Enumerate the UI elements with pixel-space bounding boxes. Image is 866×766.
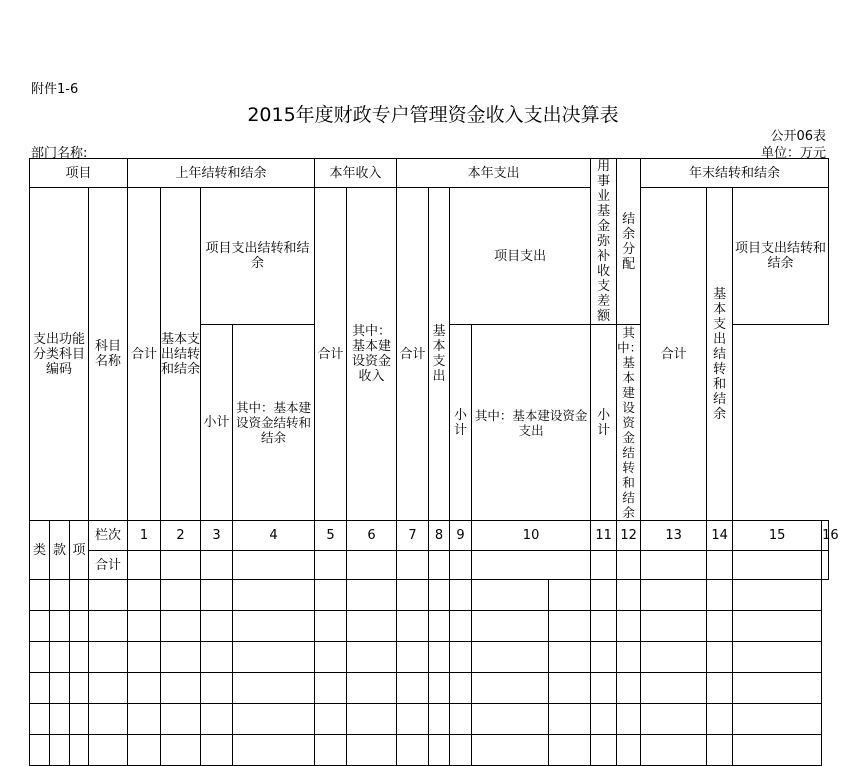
data-cell [233,704,315,735]
department-label: 部门名称: [31,146,88,161]
header-prev-project: 项目支出结转和结余 [201,188,315,325]
col-num-3: 3 [201,521,233,551]
header-year-expenditure: 本年支出 [397,159,591,188]
data-cell [201,704,233,735]
data-cell [450,611,472,642]
data-cell [707,551,733,580]
data-cell [70,735,89,766]
header-exp-project: 项目支出 [450,188,591,325]
data-cell [472,704,549,735]
data-cell [347,580,397,611]
data-cell [30,580,50,611]
col-num-6: 6 [347,521,397,551]
data-cell [549,642,591,673]
data-cell [70,611,89,642]
data-cell [128,642,161,673]
data-cell [50,611,70,642]
data-cell [733,551,822,580]
data-cell [347,735,397,766]
data-cell [549,673,591,704]
data-cell [161,735,201,766]
unit-label: 单位：万元 [760,146,826,161]
data-cell [472,551,591,580]
col-num-7: 7 [397,521,429,551]
data-cell [128,551,161,580]
data-cell [733,735,822,766]
data-cell [617,642,641,673]
col-num-11: 11 [591,521,617,551]
data-cell [450,735,472,766]
data-cell [233,611,315,642]
col-num-1: 1 [128,521,161,551]
data-cell [450,642,472,673]
data-cell [397,580,429,611]
data-cell [707,611,733,642]
col-num-15: 15 [733,521,822,551]
data-cell [315,735,347,766]
col-num-2: 2 [161,521,201,551]
data-cell [733,580,822,611]
table-row [30,735,829,766]
header-prev-carry: 上年结转和结余 [128,159,315,188]
data-cell [161,673,201,704]
data-cell [50,704,70,735]
col-num-14: 14 [707,521,733,551]
data-cell [549,611,591,642]
data-cell [70,580,89,611]
data-cell [30,611,50,642]
data-cell [641,551,707,580]
data-cell [201,580,233,611]
header-prev-small: 小计 [201,325,233,521]
header-income-capital: 其中：基本建设资金收入 [347,188,397,521]
col-num-12: 12 [617,521,641,551]
data-cell [472,642,549,673]
data-cell [128,673,161,704]
header-year-income: 本年收入 [315,159,397,188]
data-cell [315,673,347,704]
data-cell [347,642,397,673]
data-cell [617,735,641,766]
data-cell [70,673,89,704]
data-cell [641,735,707,766]
data-cell [161,611,201,642]
data-cell [347,611,397,642]
header-end-small: 小计 [591,325,617,521]
data-cell [50,735,70,766]
data-cell [201,673,233,704]
data-cell [450,551,472,580]
data-cell [89,673,128,704]
table-row [30,642,829,673]
data-cell [315,580,347,611]
data-cell [89,704,128,735]
page-title: 2015年度财政专户管理资金收入支出决算表 [247,104,619,126]
data-cell [347,673,397,704]
data-cell [591,551,617,580]
data-cell [201,611,233,642]
header-end-total: 合计 [641,188,707,521]
col-num-16: 16 [822,521,829,551]
data-cell [591,580,617,611]
header-end-basic: 基本支出结转和结余 [707,188,733,521]
table-row [30,611,829,642]
data-cell [50,580,70,611]
header-prev-basic: 基本支出结转和结余 [161,188,201,521]
table-row [30,673,829,704]
data-cell [397,551,429,580]
data-cell [315,551,347,580]
data-cell [617,611,641,642]
data-cell [161,551,201,580]
data-cell [591,611,617,642]
data-cell [128,611,161,642]
data-cell [472,735,549,766]
data-cell [161,704,201,735]
data-cell [450,580,472,611]
data-cell [128,580,161,611]
data-cell [707,642,733,673]
data-cell [397,735,429,766]
data-cell [617,704,641,735]
data-cell [450,673,472,704]
data-cell [347,704,397,735]
data-cell [591,735,617,766]
data-cell [50,673,70,704]
header-end-project: 项目支出结转和结余 [733,188,829,325]
data-cell [315,642,347,673]
data-cell [429,673,450,704]
data-cell [233,580,315,611]
data-cell [591,704,617,735]
data-cell [30,642,50,673]
table-row [30,704,829,735]
col-num-4: 4 [233,521,315,551]
header-item: 项目 [30,159,128,188]
data-cell [429,642,450,673]
final-accounts-table [29,158,839,766]
header-function-code: 支出功能分类科目编码 [30,188,89,521]
data-cell [707,673,733,704]
data-cell [70,704,89,735]
data-cell [89,580,128,611]
data-cell [617,580,641,611]
header-fund-subsidy: 用事业基金弥补收支差额 [591,159,617,325]
data-cell [733,704,822,735]
col-num-8: 8 [429,521,450,551]
header-prev-total: 合计 [128,188,161,521]
data-cell [707,704,733,735]
data-cell [30,735,50,766]
data-cell [822,551,829,580]
data-cell [429,611,450,642]
header-income-total: 合计 [315,188,347,521]
data-cell [591,642,617,673]
data-cell [201,735,233,766]
data-cell [429,735,450,766]
header-exp-capital: 其中：基本建设资金支出 [472,325,591,521]
data-cell [30,673,50,704]
data-cell [617,673,641,704]
data-cell [161,642,201,673]
data-cell [733,611,822,642]
data-cell [641,642,707,673]
col-num-10: 10 [472,521,591,551]
total-row-label: 合计 [89,551,128,580]
data-cell [233,735,315,766]
data-cell [347,551,397,580]
table-row [30,580,829,611]
data-cell [50,642,70,673]
data-cell [201,642,233,673]
data-cell [472,611,549,642]
form-number: 公开06表 [770,129,826,144]
col-num-5: 5 [315,521,347,551]
data-cell [641,580,707,611]
header-surplus-distribution: 结余分配 [617,159,641,325]
data-cell [641,611,707,642]
header-xiang: 项 [70,521,89,580]
data-cell [89,642,128,673]
data-cell [89,735,128,766]
data-cell [429,551,450,580]
data-cell [472,580,549,611]
data-cell [429,704,450,735]
col-num-13: 13 [641,521,707,551]
data-cell [641,704,707,735]
data-cell [549,580,591,611]
data-cell [472,673,549,704]
data-cell [315,611,347,642]
data-cell [549,735,591,766]
data-cell [733,642,822,673]
header-exp-small: 小计 [450,325,472,521]
data-cell [89,611,128,642]
data-cell [641,673,707,704]
data-cell [429,580,450,611]
data-cell [128,704,161,735]
data-cell [233,642,315,673]
header-end-capital: 其中：基本建设资金结转和结余 [617,325,643,520]
data-cell [201,551,233,580]
header-prev-capital: 其中：基本建设资金结转和结余 [233,325,315,521]
header-exp-total: 合计 [397,188,429,521]
data-cell [397,704,429,735]
header-kuan: 款 [50,521,70,580]
data-cell [707,735,733,766]
attachment-label: 附件1-6 [31,82,79,97]
data-cell [617,551,641,580]
data-cell [315,704,347,735]
header-lei: 类 [30,521,50,580]
data-cell [707,580,733,611]
data-cell [233,551,315,580]
data-cell [128,735,161,766]
data-cell [397,673,429,704]
data-cell [450,704,472,735]
data-cell [233,673,315,704]
data-cell [591,673,617,704]
data-cell [70,642,89,673]
header-exp-basic: 基本支出 [429,188,450,521]
header-subject-name: 科目名称 [89,188,128,521]
data-cell [549,704,591,735]
data-cell [397,611,429,642]
data-cell [161,580,201,611]
data-cell [733,673,822,704]
header-year-end-carry: 年末结转和结余 [641,159,829,188]
data-cell [30,704,50,735]
col-num-9: 9 [450,521,472,551]
column-sequence-label: 栏次 [89,521,128,551]
data-cell [397,642,429,673]
